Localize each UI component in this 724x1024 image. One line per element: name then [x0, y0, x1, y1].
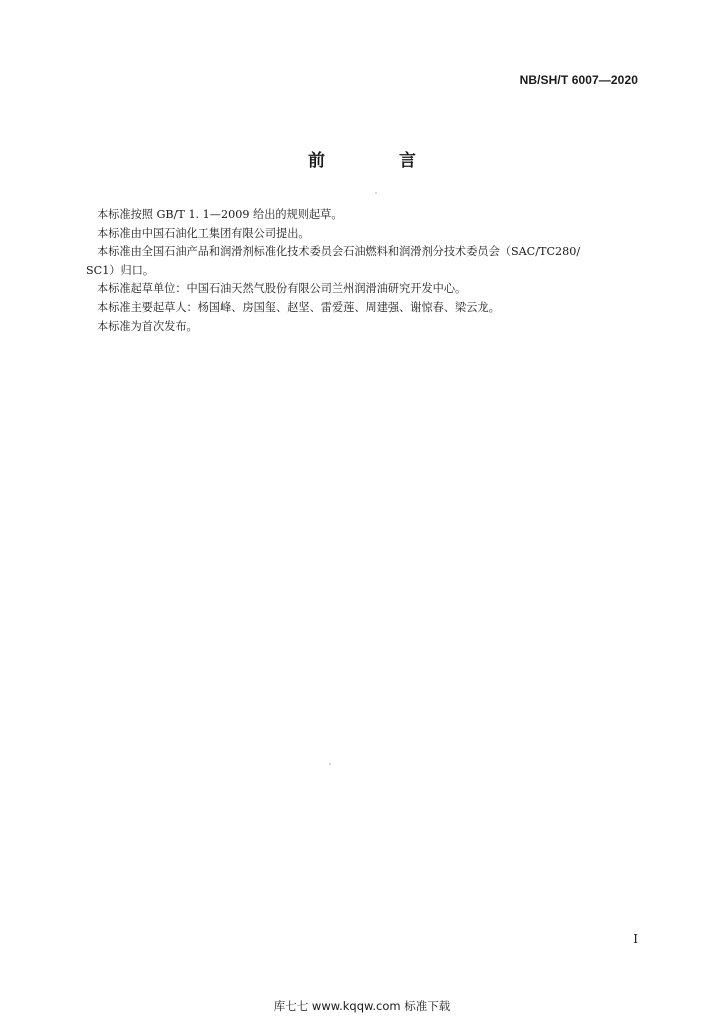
scan-speck	[329, 763, 331, 765]
paragraph-first-release: 本标准为首次发布。	[97, 319, 198, 333]
paragraph-administrator-line-2: SC1）归口。	[86, 263, 155, 277]
paragraph-administrator	[86, 243, 640, 280]
paragraph-drafting-rules: 本标准按照 GB/T 1. 1—2009 给出的规则起草。	[97, 208, 343, 221]
page-title: 前 言	[308, 151, 450, 171]
foreword-body	[86, 206, 640, 336]
paragraph-proposer: 本标准由中国石油化工集团有限公司提出。	[97, 226, 310, 240]
paragraph-drafters: 本标准主要起草人：杨国峰、房国玺、赵坚、雷爱莲、周建强、谢惊春、梁云龙。	[97, 300, 500, 314]
footer-watermark: 库七七 www.kqqw.com 标准下载	[273, 999, 451, 1013]
paragraph-drafting-unit: 本标准起草单位：中国石油天然气股份有限公司兰州润滑油研究开发中心。	[97, 282, 467, 296]
paragraph-administrator-line-1: 本标准由全国石油产品和润滑剂标准化技术委员会石油燃料和润滑剂分技术委员会（SAC/TC280/	[97, 245, 581, 259]
standard-code: NB/SH/T 6007—2020	[519, 73, 638, 87]
page-number: I	[633, 932, 638, 946]
scan-speck	[375, 192, 377, 194]
